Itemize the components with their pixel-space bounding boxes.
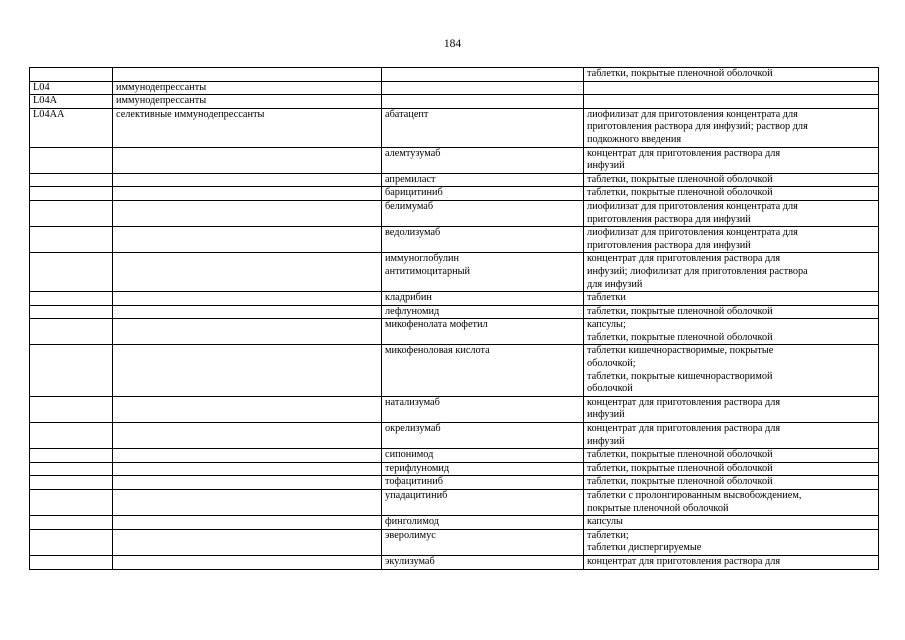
table-row [30, 319, 879, 345]
drug-name-cell [382, 81, 584, 95]
table-row [30, 476, 879, 490]
dosage-form-cell [584, 95, 879, 109]
table-row [30, 396, 879, 422]
atc-code-cell [30, 423, 113, 449]
group-name-cell [113, 319, 382, 345]
group-name-cell [113, 68, 382, 82]
drug-name-cell: тофацитиниб [382, 476, 584, 490]
dosage-form-cell: таблетки, покрытые пленочной оболочкой [584, 187, 879, 201]
table-row [30, 462, 879, 476]
dosage-form-cell: таблетки; таблетки диспергируемые [584, 529, 879, 555]
drug-name-cell: натализумаб [382, 396, 584, 422]
drug-name-cell: упадацитиниб [382, 490, 584, 516]
table-row [30, 555, 879, 569]
drug-name-cell: экулизумаб [382, 555, 584, 569]
dosage-form-cell: капсулы; таблетки, покрытые пленочной оболочкой [584, 319, 879, 345]
dosage-form-cell: лиофилизат для приготовления концентрата для приготовления раствора для инфузий; раствор для подкожного введения [584, 108, 879, 147]
table-row [30, 108, 879, 147]
atc-code-cell [30, 462, 113, 476]
drug-name-cell: барицитиниб [382, 187, 584, 201]
dosage-form-cell: таблетки, покрытые пленочной оболочкой [584, 305, 879, 319]
atc-code-cell: L04AA [30, 108, 113, 147]
atc-code-cell [30, 319, 113, 345]
dosage-form-cell: таблетки, покрытые пленочной оболочкой [584, 476, 879, 490]
group-name-cell: селективные иммунодепрессанты [113, 108, 382, 147]
group-name-cell [113, 476, 382, 490]
dosage-form-cell: таблетки, покрытые пленочной оболочкой [584, 462, 879, 476]
dosage-form-cell: концентрат для приготовления раствора для инфузий [584, 147, 879, 173]
table-row [30, 292, 879, 306]
dosage-form-cell: концентрат для приготовления раствора для инфузий [584, 423, 879, 449]
drug-name-cell: финголимод [382, 516, 584, 530]
atc-code-cell [30, 529, 113, 555]
group-name-cell [113, 529, 382, 555]
group-name-cell [113, 253, 382, 292]
dosage-form-cell: таблетки, покрытые пленочной оболочкой [584, 173, 879, 187]
atc-code-cell [30, 200, 113, 226]
drug-name-cell: терифлуномид [382, 462, 584, 476]
group-name-cell [113, 516, 382, 530]
drug-name-cell [382, 95, 584, 109]
atc-code-cell [30, 476, 113, 490]
dosage-form-cell: таблетки, покрытые пленочной оболочкой [584, 68, 879, 82]
group-name-cell [113, 462, 382, 476]
drug-name-cell: сипонимод [382, 449, 584, 463]
table-row [30, 147, 879, 173]
table-row [30, 345, 879, 396]
table-row [30, 173, 879, 187]
table-row [30, 490, 879, 516]
drug-name-cell: иммуноглобулин антитимоцитарный [382, 253, 584, 292]
group-name-cell [113, 449, 382, 463]
group-name-cell [113, 423, 382, 449]
table-row [30, 68, 879, 82]
atc-code-cell [30, 449, 113, 463]
dosage-form-cell: таблетки, покрытые пленочной оболочкой [584, 449, 879, 463]
dosage-form-cell: лиофилизат для приготовления концентрата для приготовления раствора для инфузий [584, 200, 879, 226]
dosage-form-cell: таблетки [584, 292, 879, 306]
dosage-form-cell [584, 81, 879, 95]
table-row [30, 449, 879, 463]
atc-code-cell [30, 147, 113, 173]
group-name-cell [113, 345, 382, 396]
atc-code-cell [30, 490, 113, 516]
atc-code-cell [30, 187, 113, 201]
atc-code-cell: L04A [30, 95, 113, 109]
table-row [30, 81, 879, 95]
atc-code-cell [30, 516, 113, 530]
drug-name-cell: белимумаб [382, 200, 584, 226]
dosage-form-cell: концентрат для приготовления раствора для [584, 555, 879, 569]
group-name-cell [113, 490, 382, 516]
dosage-form-cell: лиофилизат для приготовления концентрата для приготовления раствора для инфузий [584, 227, 879, 253]
drug-name-cell: кладрибин [382, 292, 584, 306]
table-row [30, 516, 879, 530]
dosage-form-cell: концентрат для приготовления раствора для инфузий [584, 396, 879, 422]
drug-name-cell: микофенолата мофетил [382, 319, 584, 345]
atc-code-cell [30, 173, 113, 187]
dosage-form-cell: таблетки кишечнорастворимые, покрытые оболочкой; таблетки, покрытые кишечнорастворимой оболочкой [584, 345, 879, 396]
page-number: 184 [443, 38, 462, 50]
group-name-cell [113, 147, 382, 173]
group-name-cell [113, 396, 382, 422]
atc-code-cell [30, 292, 113, 306]
dosage-form-cell: концентрат для приготовления раствора для инфузий; лиофилизат для приготовления раствора для инфузий [584, 253, 879, 292]
group-name-cell [113, 555, 382, 569]
drug-name-cell: абатацепт [382, 108, 584, 147]
atc-code-cell [30, 68, 113, 82]
drug-name-cell: микофеноловая кислота [382, 345, 584, 396]
table-row [30, 95, 879, 109]
group-name-cell [113, 187, 382, 201]
table-row [30, 305, 879, 319]
drug-table [29, 67, 879, 570]
table-row [30, 227, 879, 253]
group-name-cell: иммунодепрессанты [113, 81, 382, 95]
drug-name-cell: лефлуномид [382, 305, 584, 319]
dosage-form-cell: таблетки с пролонгированным высвобождением, покрытые пленочной оболочкой [584, 490, 879, 516]
drug-name-cell: ведолизумаб [382, 227, 584, 253]
table-row [30, 253, 879, 292]
atc-code-cell [30, 345, 113, 396]
table-row [30, 423, 879, 449]
group-name-cell [113, 173, 382, 187]
group-name-cell [113, 200, 382, 226]
dosage-form-cell: капсулы [584, 516, 879, 530]
group-name-cell [113, 305, 382, 319]
drug-name-cell: алемтузумаб [382, 147, 584, 173]
atc-code-cell [30, 227, 113, 253]
group-name-cell [113, 292, 382, 306]
atc-code-cell [30, 305, 113, 319]
table-body [30, 68, 879, 570]
table-row [30, 187, 879, 201]
atc-code-cell [30, 396, 113, 422]
atc-code-cell [30, 555, 113, 569]
table-row [30, 529, 879, 555]
table-row [30, 200, 879, 226]
drug-name-cell [382, 68, 584, 82]
group-name-cell: иммунодепрессанты [113, 95, 382, 109]
drug-name-cell: окрелизумаб [382, 423, 584, 449]
group-name-cell [113, 227, 382, 253]
drug-name-cell: апремиласт [382, 173, 584, 187]
atc-code-cell [30, 253, 113, 292]
drug-name-cell: эверолимус [382, 529, 584, 555]
atc-code-cell: L04 [30, 81, 113, 95]
